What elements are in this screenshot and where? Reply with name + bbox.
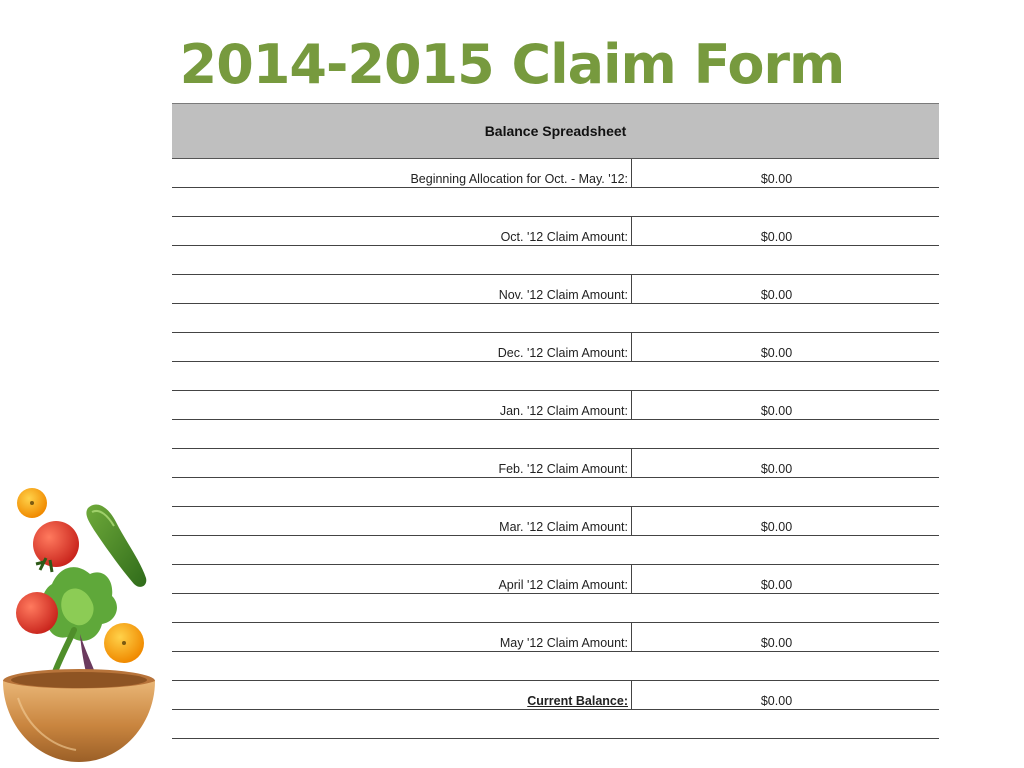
row-label: Dec. '12 Claim Amount: xyxy=(497,346,628,360)
row-value: $0.00 xyxy=(631,507,939,535)
current-balance-label: Current Balance: xyxy=(527,694,628,708)
claim-row xyxy=(172,275,939,304)
spacer-row xyxy=(172,362,939,391)
claim-row xyxy=(172,507,939,536)
spacer-row xyxy=(172,652,939,681)
row-value: $0.00 xyxy=(631,159,939,187)
row-label: Nov. '12 Claim Amount: xyxy=(498,288,628,302)
row-value: $0.00 xyxy=(631,623,939,651)
claim-row xyxy=(172,217,939,246)
spacer-row xyxy=(172,246,939,275)
spacer-row xyxy=(172,478,939,507)
spacer-row xyxy=(172,420,939,449)
row-value: $0.00 xyxy=(631,333,939,361)
row-value: $0.00 xyxy=(631,565,939,593)
spacer-row xyxy=(172,710,939,739)
row-label: Feb. '12 Claim Amount: xyxy=(498,462,628,476)
spacer-row xyxy=(172,536,939,565)
spacer-row xyxy=(172,304,939,333)
allocation-row xyxy=(172,159,939,188)
spacer-row xyxy=(172,594,939,623)
row-label: Beginning Allocation for Oct. - May. '12: xyxy=(410,172,628,186)
claim-row xyxy=(172,565,939,594)
row-value: $0.00 xyxy=(631,275,939,303)
claim-row xyxy=(172,449,939,478)
current-balance-value: $0.00 xyxy=(631,681,939,709)
row-label: April '12 Claim Amount: xyxy=(498,578,628,592)
row-value: $0.00 xyxy=(631,449,939,477)
claim-row xyxy=(172,391,939,420)
current-balance-row xyxy=(172,681,939,710)
spacer-row xyxy=(172,188,939,217)
row-label: Jan. '12 Claim Amount: xyxy=(499,404,628,418)
spreadsheet-header: Balance Spreadsheet xyxy=(172,103,939,159)
balance-spreadsheet xyxy=(172,103,939,741)
row-label: Oct. '12 Claim Amount: xyxy=(500,230,628,244)
row-value: $0.00 xyxy=(631,217,939,245)
salad-bowl-icon xyxy=(0,484,162,768)
row-label: Mar. '12 Claim Amount: xyxy=(499,520,628,534)
claim-row xyxy=(172,623,939,652)
row-value: $0.00 xyxy=(631,391,939,419)
slide-title: 2014-2015 Claim Form xyxy=(179,33,845,96)
claim-row xyxy=(172,333,939,362)
row-label: May '12 Claim Amount: xyxy=(499,636,628,650)
